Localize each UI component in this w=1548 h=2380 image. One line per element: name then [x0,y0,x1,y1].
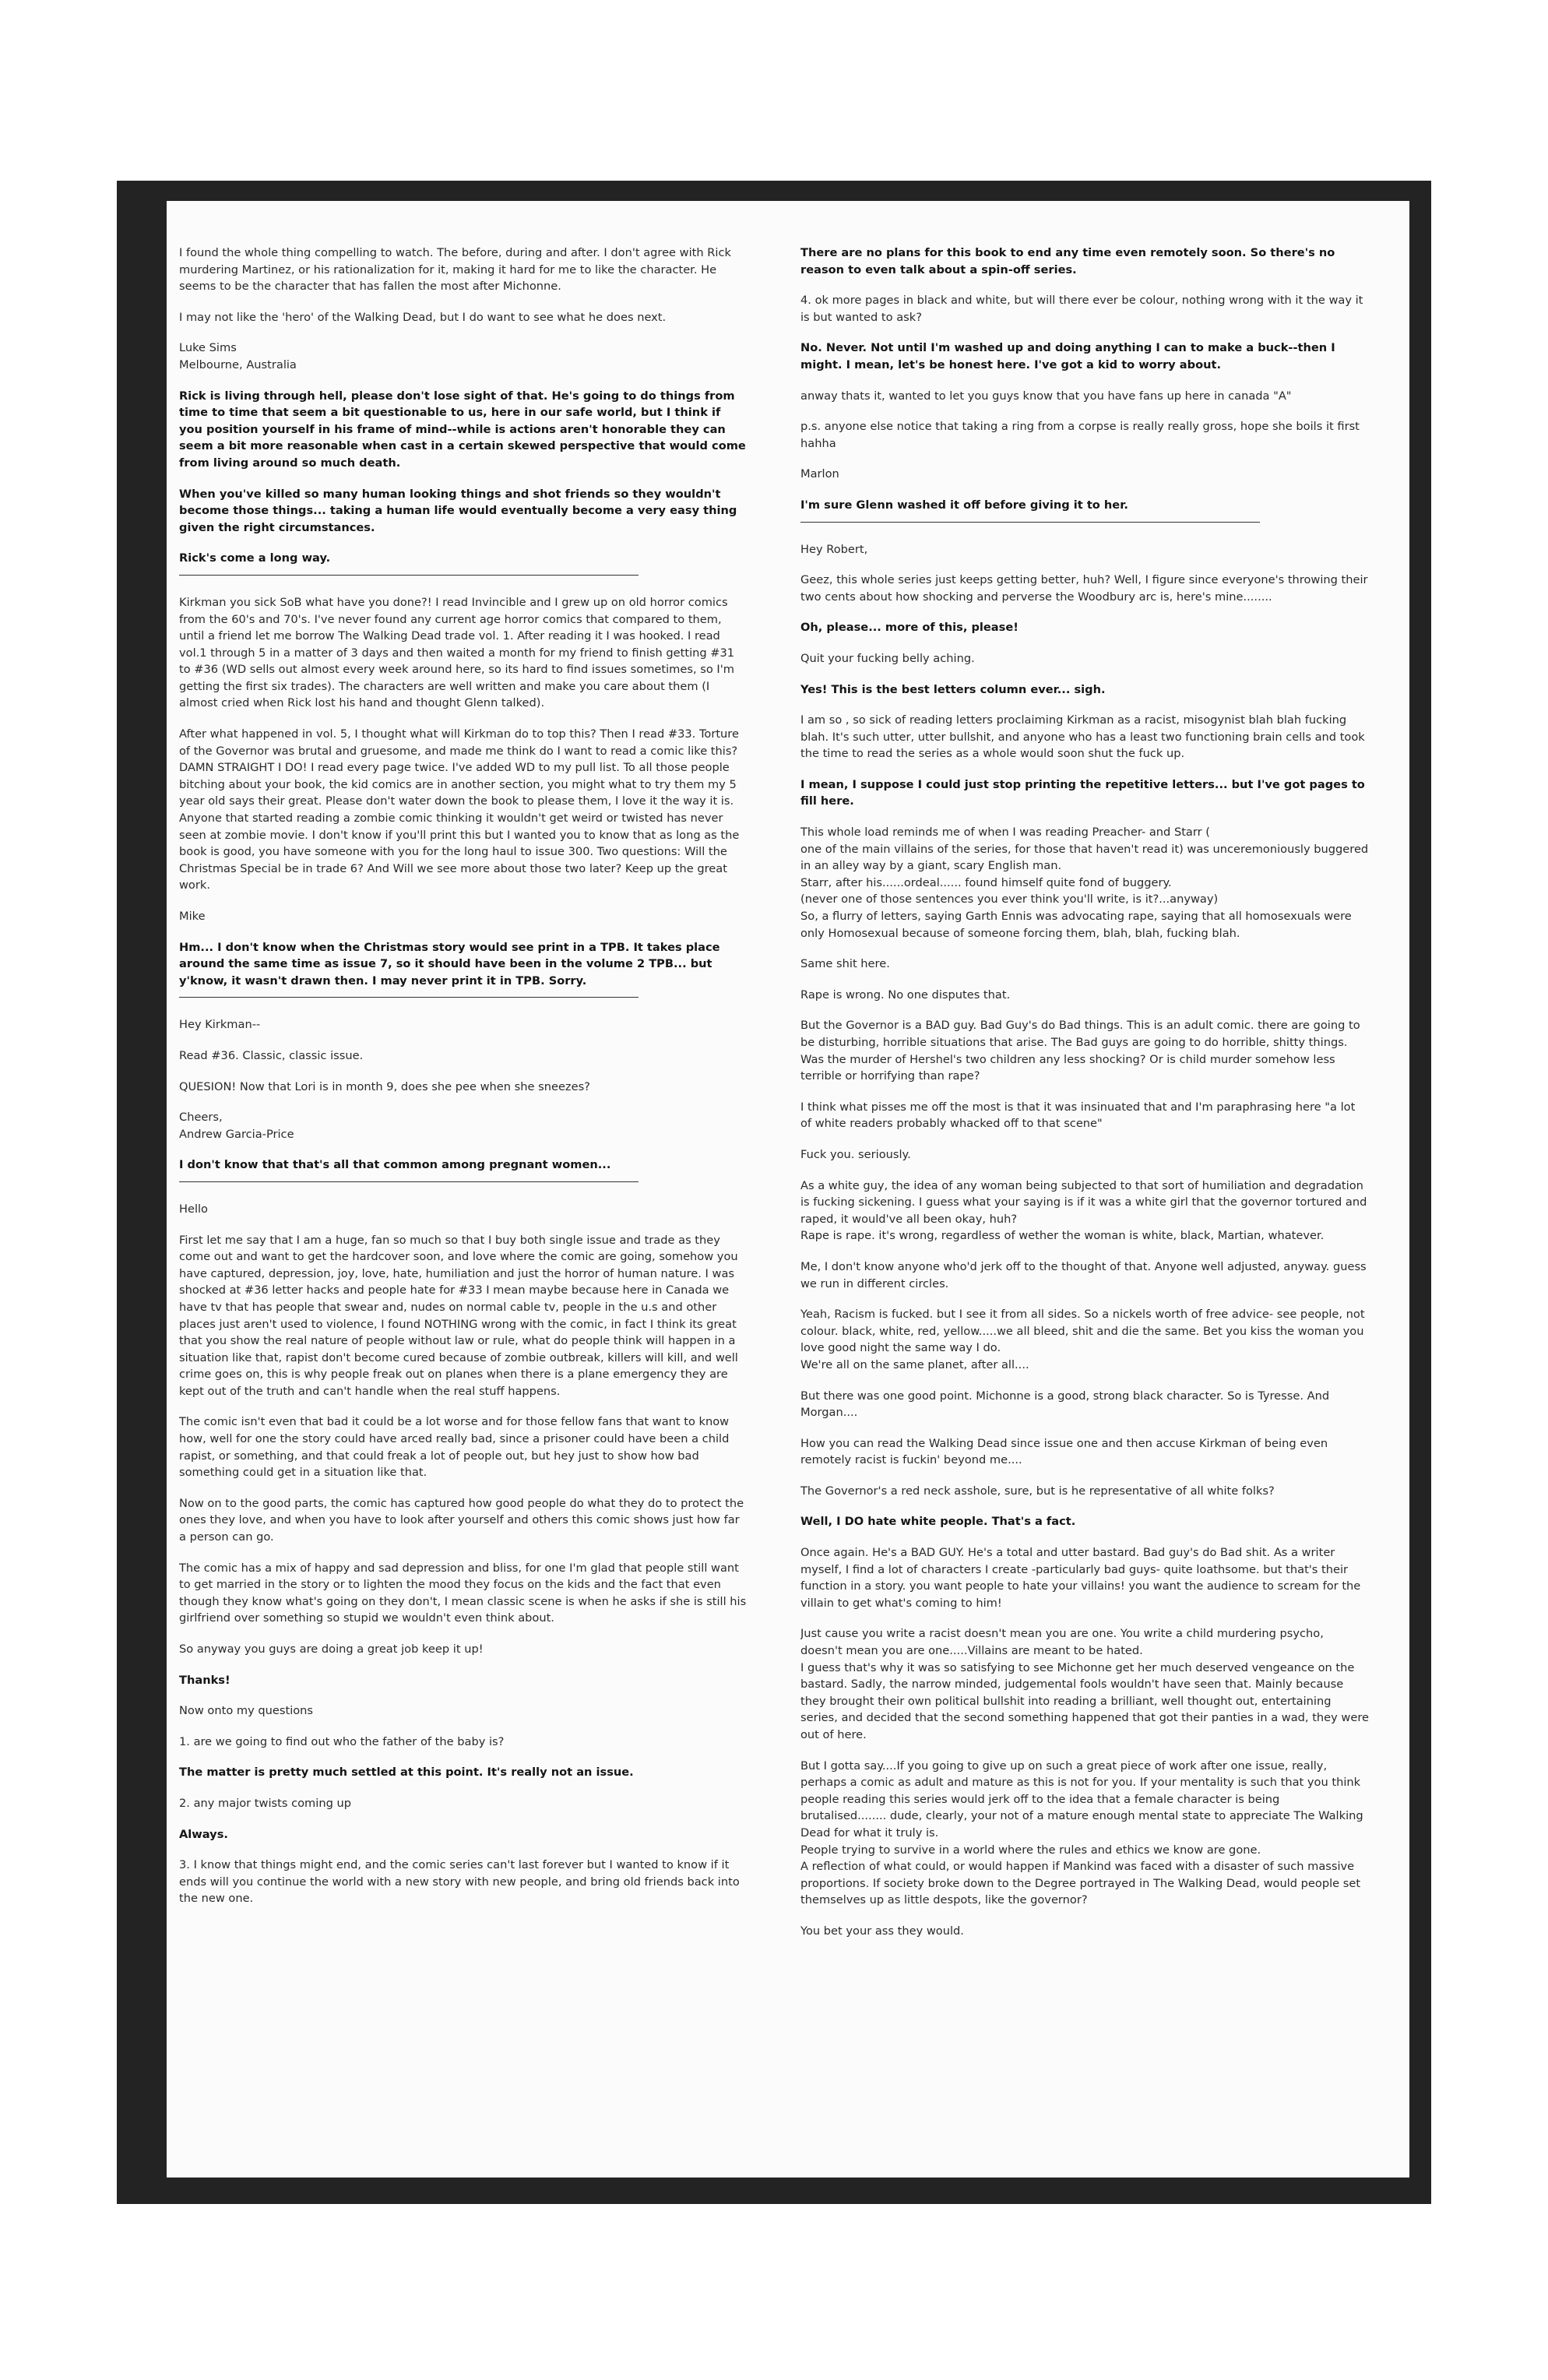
editor-reply: Hm... I don't know when the Christmas story would see print in a TPB. It takes place around the same time as issue 7, so it should have been in the volume 2 TPB... but y'know, it wasn't drawn then. I may never print it in TPB. Sorry. [179,940,720,988]
reader-letter: 1. are we going to find out who the father of the baby is? [179,1734,505,1748]
reader-letter: 4. ok more pages in black and white, but will there ever be colour, nothing wrong with it the way it is but wanted to ask? [800,294,1363,324]
reader-letter: Me, I don't know anyone who'd jerk off to the thought of that. Anyone well adjusted, anyway. guess we run in different circles. [800,1259,1367,1290]
reader-letter: How you can read the Walking Dead since issue one and then accuse Kirkman of being even remotely racist is fuckin' beyond me.... [800,1436,1328,1467]
editor-reply: No. Never. Not until I'm washed up and doing anything I can to make a buck--then I might. I mean, let's be honest here. I've got a kid to worry about. [800,341,1335,371]
reader-letter: 2. any major twists coming up [179,1796,351,1810]
reader-letter: So anyway you guys are doing a great job keep it up! [179,1642,484,1656]
reader-letter: The comic isn't even that bad it could be a lot worse and for those fellow fans that want to know how, well for one the story could have arced really bad, since a prisoner could have been a child rapist, or something, and that could freak a lot of people out, but hey just to show how bad something could get in a situation like that. [179,1415,730,1480]
reader-letter: This whole load reminds me of when I was reading Preacher- and Starr ( one of the main villains of the series, for those that haven't read it) was unceremoniously buggered in an alley way by a giant, scary English man. Starr, after his......ordeal...... found himself quite fond of buggery. (never one of those sentences you ever think you'll write, is it?...anyway) So, a flurry of letters, saying Garth Ennis was advocating rape, saying that all homosexuals were only Homosexual because of someone forcing them, blah, blah, fucking blah. [800,826,1369,940]
editor-reply: When you've killed so many human looking things and shot friends so they wouldn't become those things... taking a human life would eventually become a very easy thing given the right circumstances. [179,487,737,534]
reader-letter: You bet your ass they would. [800,1924,964,1938]
letters-page [167,201,1409,2178]
reader-letter: Same shit here. [800,957,890,971]
reader-letter: I found the whole thing compelling to watch. The before, during and after. I don't agree with Rick murdering Martinez, or his rationalization for it, making it hard for me to like the character. He seems to be the character that has fallen the most after Michonne. [179,246,731,294]
editor-reply: I don't know that that's all that common among pregnant women... [179,1158,611,1172]
section-divider [179,575,639,576]
reader-letter: After what happened in vol. 5, I thought what will Kirkman do to top this? Then I read #33. Torture of the Governor was brutal and gruesome, and made me think do I want to read a comic like this? DAMN STRAIGHT I DO! I read every page twice. I've added WD to my pull list. To all those people bitching about your book, the kid comics are in another section, you might what to try them my 5 year old says their great. Please don't water down the book to please them, I love it the way it is. Anyone that started reading a zombie comic thinking it wouldn't get weird or twisted has never seen at zombie movie. I don't know if you'll print this but I wanted you to know that as long as the book is good, you have someone with you for the long haul to issue 300. Two questions: Will the Christmas Special be in trade 6? And Will we see more about those two later? Keep up the great work. [179,727,740,892]
reader-letter: Quit your fucking belly aching. [800,651,975,665]
reader-letter: First let me say that I am a huge, fan so much so that I buy both single issue and trade as they come out and want to get the hardcover soon, and love where the comic are going, somehow you have captured, depression, joy, love, hate, humiliation and just the horror of human nature. I was shocked at #36 letter hacks and people hate for #33 I mean maybe because here in Canada we have tv that has people that swear and, nudes on normal cable tv, people in the u.s and other places just aren't used to violence, I found NOTHING wrong with the comic, in fact I think its great that you show the real nature of people without law or rule, what do people think will happen in a situation like that, rapist don't become cured because of zombie outbreak, killers will kill, and well crime goes on, this is why people freak out on planes when there is a plane emergency they are kept out of the truth and can't handle when the real stuff happens. [179,1233,738,1398]
section-divider [800,522,1260,523]
editor-reply: Rick is living through hell, please don't lose sight of that. He's going to do things from time to time that seem a bit questionable to us, here in our safe world, but I think if you position yourself in his frame of mind--while is actions aren't honorable they can seem a bit more reasonable when cast in a certain skewed perspective that would come from living around so much death. [179,389,746,470]
reader-letter: I think what pisses me off the most is that it was insinuated that and I'm paraphrasing here "a lot of white readers probably whacked off to that scene" [800,1100,1356,1131]
reader-letter: But there was one good point. Michonne is a good, strong black character. So is Tyresse. And Morgan.... [800,1389,1330,1420]
editor-reply: I mean, I suppose I could just stop printing the repetitive letters... but I've got pages to fill here. [800,777,1365,808]
editor-reply: Oh, please... more of this, please! [800,621,1019,635]
editor-reply: There are no plans for this book to end any time even remotely soon. So there's no reason to even talk about a spin-off series. [800,246,1335,276]
reader-letter: I may not like the 'hero' of the Walking Dead, but I do want to see what he does next. [179,310,667,324]
editor-reply: I'm sure Glenn washed it off before giving it to her. [800,498,1128,512]
reader-letter: Once again. He's a BAD GUY. He's a total and utter bastard. Bad guy's do Bad shit. As a writer myself, I find a lot of characters I create -particularly bad guys- quite loathsome. but that's their function in a story. you want people to hate your villains! you want the audience to scream for the villain to get what's coming to him! [800,1546,1361,1610]
reader-letter: The comic has a mix of happy and sad depression and bliss, for one I'm glad that people still want to get married in the story or to lighten the mood they focus on the kids and the fact that even though they know what's going on they don't, I mean classic scene is when he asks if she is still his girlfriend over something so stupid we wouldn't even think about. [179,1561,747,1625]
section-divider [179,1181,639,1182]
reader-letter: Marlon [800,467,839,481]
reader-letter: As a white guy, the idea of any woman being subjected to that sort of humiliation and degradation is fucking sickening. I guess what your saying is if it was a white girl that the governor tortured and raped, it would've all been okay, huh? Rape is rape. it's wrong, regardless of wether the woman is white, black, Martian, whatever. [800,1178,1367,1243]
reader-letter: Yeah, Racism is fucked. but I see it from all sides. So a nickels worth of free advice- see people, not colour. black, white, red, yellow.....we all bleed, shit and die the same. Bet you kiss the woman you love good night the same way I do. We're all on the same planet, after all.... [800,1308,1365,1371]
reader-letter: Mike [179,910,206,923]
editor-reply: Yes! This is the best letters column ever... sigh. [800,682,1106,696]
reader-letter: 3. I know that things might end, and the comic series can't last forever but I wanted to know if it ends will you continue the world with a new story with new people, and bring old friends back into the new one. [179,1858,740,1906]
reader-letter: Cheers, Andrew Garcia-Price [179,1111,294,1141]
right-column [800,245,1369,2160]
reader-letter: QUESION! Now that Lori is in month 9, does she pee when she sneezes? [179,1079,590,1093]
reader-letter: Just cause you write a racist doesn't mean you are one. You write a child murdering psycho, doesn't mean you are one.....Villains are meant to be hated. I guess that's why it was so satisfying to see Michonne get her much deserved vengeance on the bastard. Sadly, the narrow minded, judgemental fools wouldn't have seen that. Mainly because they brought their own political bullshit into reading a brilliant, well thought out, entertaining series, and decided that the second something happened that got their panties in a wad, they were out of here. [800,1627,1369,1741]
left-column [179,245,748,2160]
editor-reply: Always. [179,1827,228,1841]
reader-letter: But I gotta say....If you going to give up on such a great piece of work after one issue, really, perhaps a comic as adult and mature as this is not for you. If your mentality is such that you think people reading this series would jerk off to the idea that a female character is being brutalised........ dude, clearly, your not of a mature enough mental state to appreciate The Walking Dead for what it truly is. People trying to survive in a world where the rules and ethics we know are gone. A reflection of what could, or would happen if Mankind was faced with a disaster of such massive proportions. If society broke down to the Degree portrayed in The Walking Dead, would people set themselves up as little despots, like the governor? [800,1759,1363,1907]
reader-letter: Kirkman you sick SoB what have you done?! I read Invincible and I grew up on old horror comics from the 60's and 70's. I've never found any current age horror comics that compared to them, until a friend let me borrow The Walking Dead trade vol. 1. After reading it I was hooked. I read vol.1 through 5 in a matter of 3 days and then waited a month for my friend to finish getting #31 to #36 (WD sells out almost every week around here, so its hard to find issues sometimes, so I'm getting the first six trades). The characters are well written and make you care about them (I almost cried when Rick lost his hand and thought Glenn talked). [179,595,735,710]
reader-letter: Geez, this whole series just keeps getting better, huh? Well, I figure since everyone's throwing their two cents about how shocking and perverse the Woodbury arc is, here's mine........ [800,573,1368,604]
reader-letter: p.s. anyone else notice that taking a ring from a corpse is really really gross, hope she boils it first hahha [800,420,1360,450]
reader-letter: anway thats it, wanted to let you guys know that you have fans up here in canada "A" [800,389,1292,403]
reader-letter: Fuck you. seriously. [800,1147,911,1161]
editor-reply: The matter is pretty much settled at this point. It's really not an issue. [179,1766,634,1780]
reader-letter: Luke Sims Melbourne, Australia [179,341,297,371]
reader-letter: The Governor's a red neck asshole, sure, but is he representative of all white folks? [800,1484,1275,1498]
reader-letter: Hello [179,1202,208,1216]
editor-reply: Rick's come a long way. [179,551,331,565]
editor-reply: Well, I DO hate white people. That's a fact. [800,1515,1076,1529]
reader-letter: Read #36. Classic, classic issue. [179,1048,364,1062]
reader-letter: Now onto my questions [179,1704,314,1718]
reader-letter: Hey Robert, [800,542,868,556]
reader-letter: I am so , so sick of reading letters proclaiming Kirkman as a racist, misogynist blah blah fucking blah. It's such utter, utter bullshit, and anyone who has a least two functioning brain cells and took the time to read the series as a whole would soon shut the fuck up. [800,713,1365,761]
reader-letter: Rape is wrong. No one disputes that. [800,988,1011,1002]
reader-letter: Now on to the good parts, the comic has captured how good people do what they do to protect the ones they love, and when you have to look after yourself and others this comic shows just how far a person can go. [179,1496,744,1544]
reader-letter: Hey Kirkman-- [179,1018,261,1032]
section-divider [179,997,639,998]
editor-reply: Thanks! [179,1673,230,1687]
reader-letter: But the Governor is a BAD guy. Bad Guy's do Bad things. This is an adult comic. there are going to be disturbing, horrible situations that arise. The Bad guys are going to do horrible, shitty things. Was the murder of Hershel's two children any less shocking? Or is child murder somehow less terrible or horrifying than rape? [800,1019,1360,1083]
